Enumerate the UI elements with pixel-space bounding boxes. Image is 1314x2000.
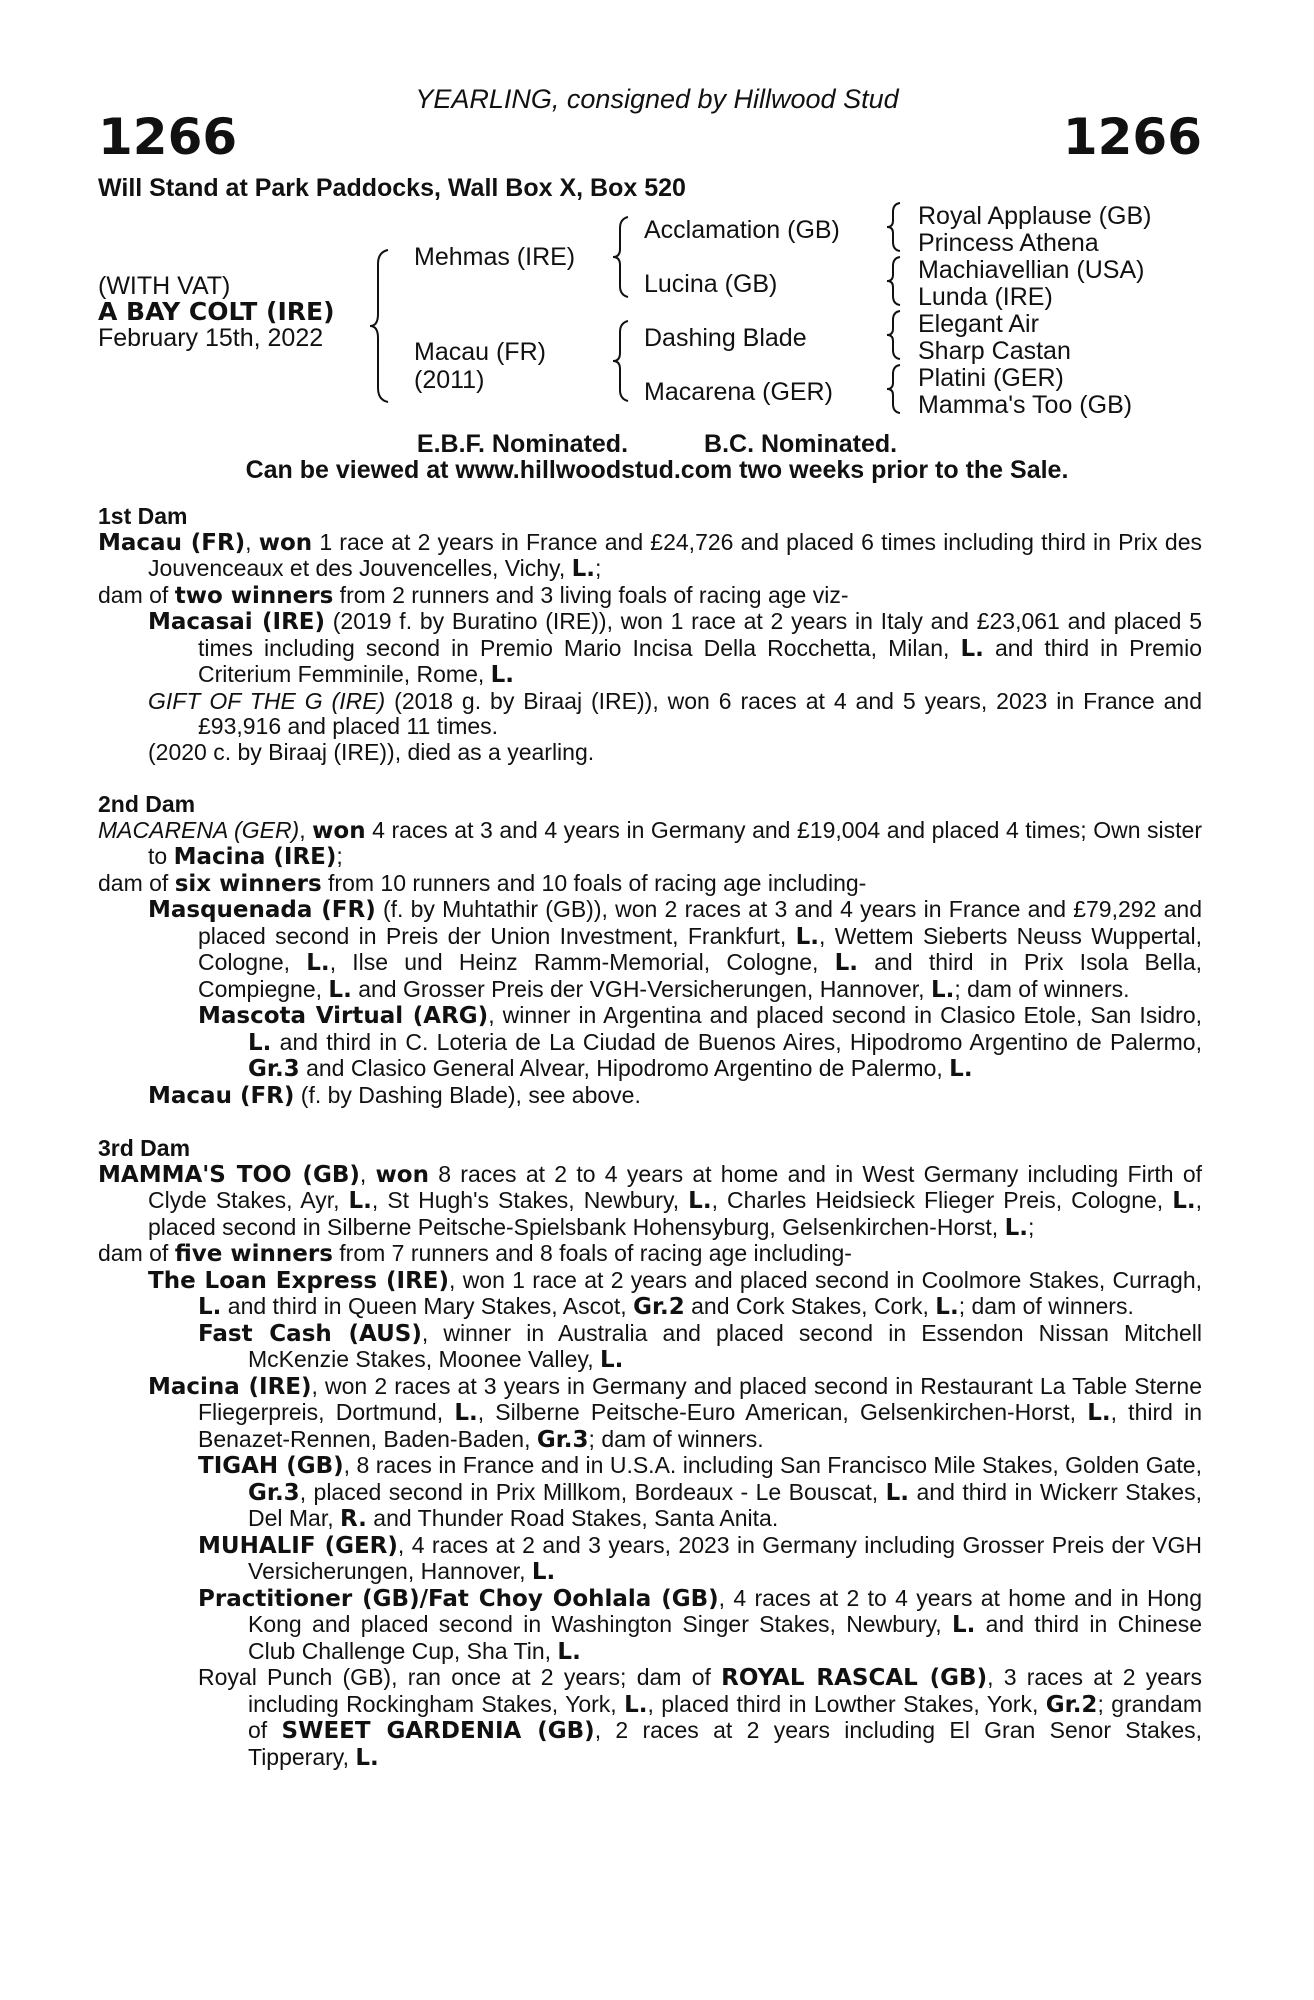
text-run: (f. by Dashing Blade), see above. xyxy=(294,1081,641,1108)
text-run: , 4 races at 2 and 3 years, 2023 in Germany including Grosser Preis der VGH Versicherungen, Hannover, xyxy=(248,1531,1203,1584)
bc-nomination: B.C. Nominated. xyxy=(704,430,898,458)
italic-run: MACARENA (GER) xyxy=(98,816,300,843)
text-run: ; xyxy=(1027,1213,1035,1240)
text-run: , 4 races at 2 to 4 years at home and in Hong Kong and placed second in Washington Singer Stakes, Newbury, xyxy=(248,1584,1202,1637)
text-run: from 10 runners and 10 foals of racing age including- xyxy=(321,869,867,896)
third-dam-heading: 3rd Dam xyxy=(98,1135,191,1161)
produce-entry xyxy=(98,609,1202,689)
bold-run: L. xyxy=(930,976,955,1003)
text-run: dam of xyxy=(98,581,175,608)
produce-entry xyxy=(98,1453,1202,1533)
lot-number-right: 1266 xyxy=(1062,108,1202,166)
text-run: , placed third in Lowther Stakes, York, xyxy=(647,1690,1046,1717)
bold-run: won xyxy=(312,817,366,844)
bold-run: Macau (FR) xyxy=(98,529,246,556)
bold-run: The Loan Express (IRE) xyxy=(148,1267,450,1294)
produce-entry xyxy=(98,897,1202,1003)
text-run: ; dam of winners. xyxy=(954,975,1130,1002)
ggsire-1: Royal Applause (GB) xyxy=(918,202,1152,230)
ggdam-3: Sharp Castan xyxy=(918,337,1071,365)
text-run: dam of xyxy=(98,1240,175,1266)
second-dam-record xyxy=(98,818,1202,871)
bold-run: Mascota Virtual (ARG) xyxy=(198,1003,489,1029)
text-run: , St Hugh's Stakes, Newbury, xyxy=(371,1187,689,1213)
text-run: , placed second in Prix Millkom, Bordeaux - Le Bouscat, xyxy=(299,1478,886,1505)
ggsire-3: Elegant Air xyxy=(918,310,1039,338)
text-run: and Grosser Preis der VGH-Versicherungen, Hannover, xyxy=(351,975,931,1002)
second-dam-produce-summary xyxy=(98,871,1202,898)
text-run: , Ilse und Heinz Ramm-Memorial, Cologne, xyxy=(329,949,835,975)
bold-run: SWEET GARDENIA (GB) xyxy=(281,1718,595,1744)
bold-run: L. xyxy=(348,1188,372,1214)
bold-run: TIGAH (GB) xyxy=(198,1453,344,1479)
bold-run: L. xyxy=(454,1400,478,1426)
lot-horse-name: A BAY COLT (IRE) xyxy=(98,297,335,326)
bold-run: MAMMA'S TOO (GB) xyxy=(98,1161,360,1188)
bold-run: L. xyxy=(1004,1214,1028,1241)
sire-dam-name: Lucina (GB) xyxy=(644,270,778,298)
first-dam-produce-summary xyxy=(98,583,1202,610)
produce-entry xyxy=(98,1665,1202,1771)
text-run: , Silberne Peitsche-Euro American, Gelsenkirchen-Horst, xyxy=(477,1399,1088,1425)
text-run: 4 races at 3 and 4 years in Germany and £19,004 and placed 4 times; Own sister to xyxy=(148,816,1202,869)
text-run: ; dam of winners. xyxy=(588,1425,764,1452)
text-run: , xyxy=(245,528,259,555)
text-run: Royal Punch (GB), ran once at 2 years; dam of xyxy=(198,1664,722,1690)
text-run: and Clasico General Alvear, Hipodromo Argentino de Palermo, xyxy=(299,1055,950,1081)
text-run: , placed second in Silberne Peitsche-Spielsbank Hohensyburg, Gelsenkirchen-Horst, xyxy=(148,1187,1203,1240)
text-run: , xyxy=(299,816,313,843)
bold-run: L. xyxy=(795,923,820,950)
bold-run: L. xyxy=(306,950,330,976)
bold-run: L. xyxy=(248,1029,272,1056)
text-run: and third in C. Loteria de La Ciudad de Buenos Aires, Hipodromo Argentino de Palermo, xyxy=(271,1028,1202,1055)
sire-sire-name: Acclamation (GB) xyxy=(644,216,840,244)
bold-run: L. xyxy=(935,1294,959,1320)
text-run: and Cork Stakes, Cork, xyxy=(684,1293,936,1319)
bold-run: six winners xyxy=(174,870,322,897)
bold-run: Fast Cash (AUS) xyxy=(198,1320,422,1347)
bold-run: Gr.3 xyxy=(248,1479,300,1506)
bold-run: Gr.2 xyxy=(1045,1691,1098,1718)
bold-run: L. xyxy=(600,1347,624,1373)
dam-name: Macau (FR) xyxy=(414,338,546,366)
bold-run: L. xyxy=(198,1294,222,1320)
ebf-nomination: E.B.F. Nominated. xyxy=(416,430,629,458)
bold-run: L. xyxy=(960,635,984,662)
produce-entry xyxy=(98,1003,1202,1083)
first-dam-record xyxy=(98,530,1202,583)
bold-run: L. xyxy=(1172,1188,1196,1214)
text-run: , winner in Argentina and placed second in Clasico Etole, San Isidro, xyxy=(488,1002,1203,1028)
text-run: and Thunder Road Stakes, Santa Anita. xyxy=(366,1505,779,1531)
pedigree-brace-g1 xyxy=(884,200,904,254)
first-dam-heading: 1st Dam xyxy=(98,503,188,529)
ggdam-4: Mamma's Too (GB) xyxy=(918,391,1133,419)
vat-note: (WITH VAT) xyxy=(98,272,231,300)
pedigree-brace-g3 xyxy=(884,308,904,362)
bold-run: Macau (FR) xyxy=(148,1082,295,1109)
bold-run: Macina (IRE) xyxy=(148,1373,312,1400)
bold-run: L. xyxy=(531,1559,556,1585)
bold-run: Macina (IRE) xyxy=(173,844,337,870)
bold-run: L. xyxy=(885,1479,910,1506)
bold-run: ROYAL RASCAL (GB) xyxy=(721,1665,988,1691)
text-run: ; xyxy=(595,555,602,581)
consignment-line: YEARLING, consigned by Hillwood Stud xyxy=(415,84,899,114)
text-run: , winner in Australia and placed second in Essendon Nissan Mitchell McKenzie Stakes, Moonee Valley, xyxy=(248,1319,1203,1372)
text-run: and third in Chinese Club Challenge Cup, Sha Tin, xyxy=(248,1611,1202,1664)
text-run: , won 2 races at 3 years in Germany and placed second in Restaurant La Table Sterne Fliegerpreis, Dortmund, xyxy=(198,1372,1202,1425)
pedigree-brace-sire xyxy=(610,214,632,300)
text-run: , 3 races at 2 years including Rockingham Stakes, York, xyxy=(248,1664,1202,1717)
bold-run: R. xyxy=(340,1506,367,1532)
text-run: , third in Benazet-Rennen, Baden-Baden, xyxy=(198,1399,1203,1452)
text-run: from 2 runners and 3 living foals of racing age viz- xyxy=(333,581,849,608)
bold-run: L. xyxy=(949,1056,973,1082)
text-run: dam of xyxy=(98,869,175,896)
text-run: and third in Premio Criterium Femminile, Rome, xyxy=(198,634,1202,687)
text-run: , xyxy=(359,1160,376,1187)
bold-run: L. xyxy=(834,950,859,976)
produce-entry xyxy=(98,689,1202,740)
pedigree-brace-dam xyxy=(610,318,632,404)
ggsire-4: Platini (GER) xyxy=(918,364,1064,392)
bold-run: Macasai (IRE) xyxy=(148,609,326,635)
bold-run: five winners xyxy=(174,1241,333,1267)
bold-run: two winners xyxy=(174,582,334,609)
bold-run: L. xyxy=(355,1744,379,1771)
bold-run: Masquenada (FR) xyxy=(148,897,376,923)
pedigree-brace-g4 xyxy=(884,362,904,416)
bold-run: L. xyxy=(557,1638,581,1665)
bold-run: Practitioner (GB)/Fat Choy Oohlala (GB) xyxy=(198,1585,719,1612)
bold-run: won xyxy=(258,529,313,556)
bold-run: L. xyxy=(571,556,596,582)
produce-entry xyxy=(98,1083,1202,1110)
bold-run: won xyxy=(375,1161,429,1188)
dam-sire-name: Dashing Blade xyxy=(644,324,807,352)
sire-name: Mehmas (IRE) xyxy=(414,243,576,271)
text-run: , Wettem Sieberts Neuss Wuppertal, Cologne, xyxy=(198,922,1202,975)
produce-entry xyxy=(98,1321,1202,1374)
third-dam-produce-summary xyxy=(98,1241,1202,1268)
bold-run: L. xyxy=(490,662,515,688)
lot-number-left: 1266 xyxy=(98,108,238,166)
bold-run: L. xyxy=(1087,1400,1111,1426)
bold-run: L. xyxy=(624,1691,648,1718)
produce-entry xyxy=(98,1374,1202,1454)
bold-run: Gr.3 xyxy=(248,1056,300,1082)
text-run: , won 1 race at 2 years and placed second in Coolmore Stakes, Curragh, xyxy=(449,1266,1203,1293)
bold-run: Gr.2 xyxy=(633,1294,685,1320)
ggdam-1: Princess Athena xyxy=(918,229,1099,257)
ggsire-2: Machiavellian (USA) xyxy=(918,256,1145,284)
pedigree-brace-g2 xyxy=(884,254,904,308)
foaling-date: February 15th, 2022 xyxy=(98,324,324,352)
bold-run: MUHALIF (GER) xyxy=(198,1532,398,1559)
text-run: , 8 races in France and in U.S.A. including San Francisco Mile Stakes, Golden Gate, xyxy=(343,1452,1202,1478)
text-run: (2020 c. by Biraaj (IRE)), died as a yearling. xyxy=(148,738,595,765)
stabling-location: Will Stand at Park Paddocks, Wall Box X, Box 520 xyxy=(98,174,686,202)
third-dam-record xyxy=(98,1162,1202,1242)
produce-entry xyxy=(98,1586,1202,1666)
text-run: and third in Prix Isola Bella, Compiegne, xyxy=(198,949,1203,1002)
text-run: , Charles Heidsieck Flieger Preis, Cologne, xyxy=(711,1187,1173,1213)
nominations-line xyxy=(0,430,1314,459)
text-run: and third in Queen Mary Stakes, Ascot, xyxy=(221,1293,634,1319)
bold-run: Gr.3 xyxy=(536,1426,589,1453)
family-notes xyxy=(98,504,1202,1771)
italic-run: GIFT OF THE G (IRE) xyxy=(148,687,386,714)
bold-run: L. xyxy=(688,1188,712,1214)
text-run: and third in Wickerr Stakes, Del Mar, xyxy=(248,1478,1202,1531)
dam-dam-name: Macarena (GER) xyxy=(644,378,833,406)
text-run: , 2 races at 2 years including El Gran Senor Stakes, Tipperary, xyxy=(248,1717,1203,1770)
ggdam-2: Lunda (IRE) xyxy=(918,283,1053,311)
produce-entry xyxy=(98,740,1202,766)
text-run: 8 races at 2 to 4 years at home and in West Germany including Firth of Clyde Stakes, Ayr, xyxy=(148,1160,1203,1213)
bold-run: L. xyxy=(951,1612,976,1638)
text-run: (2018 g. by Biraaj (IRE)), won 6 races at 4 and 5 years, 2023 in France and £93,916 and placed 11 times. xyxy=(198,687,1203,739)
produce-entry xyxy=(98,1268,1202,1321)
viewing-note: Can be viewed at www.hillwoodstud.com two weeks prior to the Sale. xyxy=(245,456,1069,484)
text-run: 1 race at 2 years in France and £24,726 and placed 6 times including third in Prix des Jouvenceaux et des Jouvencelles, Vichy, xyxy=(148,528,1202,581)
text-run: from 7 runners and 8 foals of racing age including- xyxy=(332,1240,852,1266)
text-run: ; xyxy=(336,843,343,869)
text-run: ; dam of winners. xyxy=(958,1293,1134,1319)
text-run: (f. by Muhtathir (GB)), won 2 races at 3 and 4 years in France and £79,292 and placed second in Preis der Union Investment, Frankfurt, xyxy=(198,896,1202,949)
produce-entry xyxy=(98,1533,1202,1586)
bold-run: L. xyxy=(328,976,352,1003)
text-run: (2019 f. by Buratino (IRE)), won 1 race at 2 years in Italy and £23,061 and placed 5 times including second in Premio Mario Incisa Della Rocchetta, Milan, xyxy=(198,608,1202,661)
dam-year: (2011) xyxy=(414,366,485,394)
pedigree-brace-main xyxy=(366,246,392,406)
text-run: ; grandam of xyxy=(248,1690,1202,1743)
second-dam-heading: 2nd Dam xyxy=(98,791,196,817)
